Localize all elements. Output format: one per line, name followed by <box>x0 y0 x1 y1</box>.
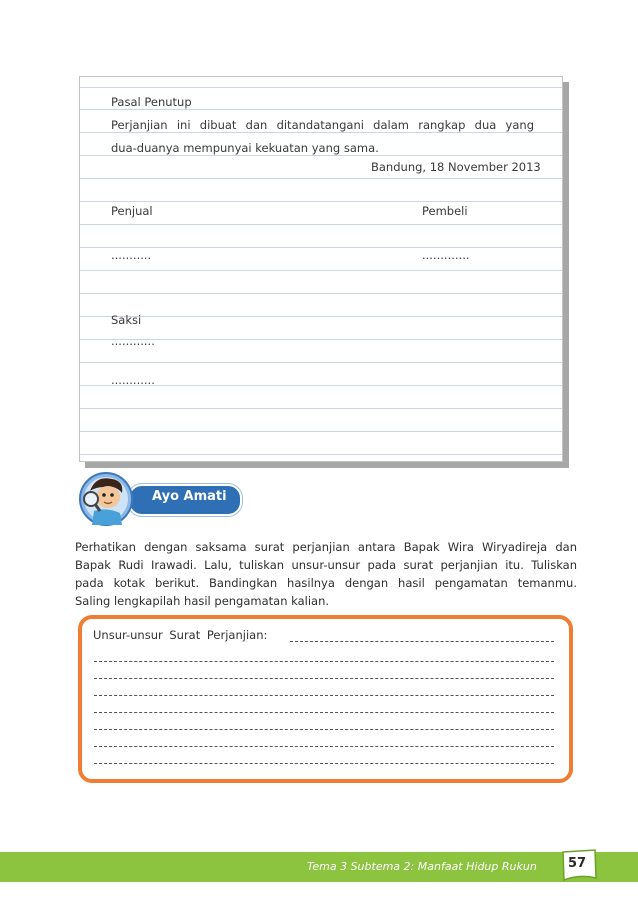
answer-box-label: Unsur-unsur Surat Perjanjian: <box>93 628 268 642</box>
witness-label: Saksi <box>111 313 142 327</box>
buyer-signature: ............. <box>422 248 470 262</box>
buyer-label: Pembeli <box>422 204 468 218</box>
place-date: Bandung, 18 November 2013 <box>371 160 541 174</box>
ruled-line <box>80 109 562 110</box>
witness-signature-1: ............ <box>111 334 155 348</box>
answer-line[interactable] <box>94 678 554 679</box>
answer-line[interactable] <box>94 763 554 764</box>
ruled-line <box>80 270 562 271</box>
ruled-line <box>80 431 562 432</box>
paper-sheet <box>79 76 563 462</box>
closing-line-1: Perjanjian ini dibuat dan ditandatangani dalam rangkap dua yang <box>111 118 534 132</box>
ruled-line <box>80 224 562 225</box>
seller-signature: ........... <box>111 248 152 262</box>
page-number: 57 <box>568 856 587 871</box>
ruled-line <box>80 132 562 133</box>
ruled-line <box>80 362 562 363</box>
answer-line[interactable] <box>94 695 554 696</box>
answer-line[interactable] <box>94 729 554 730</box>
answer-line[interactable] <box>94 712 554 713</box>
footer-text: Tema 3 Subtema 2: Manfaat Hidup Rukun <box>307 860 537 873</box>
ruled-line <box>80 87 562 88</box>
instruction-line: Saling lengkapilah hasil pengamatan kalian. <box>75 594 330 608</box>
instruction-line: Bapak Rudi Irawadi. Lalu, tuliskan unsur-unsur pada surat perjanjian itu. Tuliskan <box>75 558 577 572</box>
answer-line[interactable] <box>94 661 554 662</box>
badge-label: Ayo Amati <box>152 489 227 504</box>
instruction-line: Perhatikan dengan saksama surat perjanjian antara Bapak Wira Wiryadireja dan <box>75 540 577 554</box>
ruled-line <box>80 454 562 455</box>
witness-signature-2: ............ <box>111 373 155 387</box>
ruled-line <box>80 316 562 317</box>
ruled-line <box>80 247 562 248</box>
ruled-line <box>80 155 562 156</box>
answer-line[interactable] <box>290 641 554 642</box>
letter-paper <box>79 76 563 462</box>
answer-line[interactable] <box>94 746 554 747</box>
ruled-line <box>80 293 562 294</box>
closing-line-2: dua-duanya mempunyai kekuatan yang sama. <box>111 141 379 155</box>
seller-label: Penjual <box>111 204 153 218</box>
instruction-line: pada kotak berikut. Bandingkan hasilnya dengan hasil pengamatan temanmu. <box>75 576 577 590</box>
ruled-line <box>80 178 562 179</box>
ruled-line <box>80 201 562 202</box>
instructions-paragraph <box>75 538 577 610</box>
section-title: Pasal Penutup <box>111 95 192 109</box>
ruled-line <box>80 408 562 409</box>
boy-magnifier-icon <box>76 471 138 527</box>
